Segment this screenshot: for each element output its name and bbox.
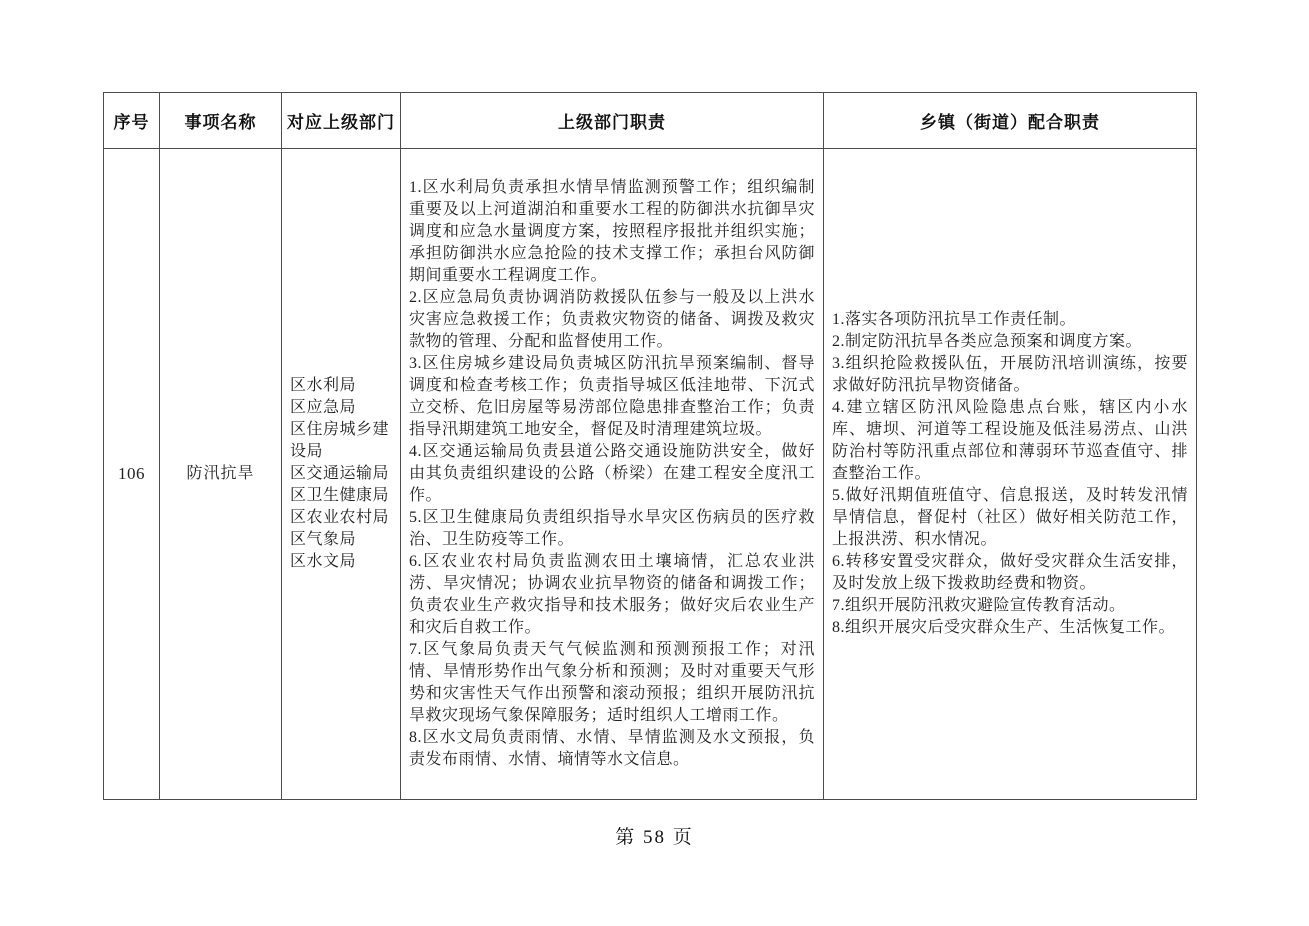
cell-serial [104, 149, 160, 800]
superior-duty-item: 6.区农业农村局负责监测农田土壤墒情，汇总农业洪涝、旱灾情况；协调农业抗旱物资的储备和调拨工作；负责农业生产救灾指导和技术服务；做好灾后农业生产和灾后自救工作。 [409, 553, 815, 636]
superior-duty-item: 4.区交通运输局负责县道公路交通设施防洪安全，做好由其负责组织建设的公路（桥梁）在建工程安全度汛工作。 [409, 443, 815, 504]
superior-duty-list [409, 177, 815, 771]
township-duty-item: 3.组织抢险救援队伍，开展防汛培训演练，按要求做好防汛抗旱物资储备。 [832, 355, 1188, 394]
superior-duty-item: 2.区应急局负责协调消防救援队伍参与一般及以上洪水灾害应急救援工作；负责救灾物资的储备、调拨及救灾款物的管理、分配和监督使用工作。 [409, 289, 815, 350]
cell-township-duties [824, 149, 1197, 800]
superior-duty-item: 1.区水利局负责承担水情旱情监测预警工作；组织编制重要及以上河道湖泊和重要水工程的防御洪水抗御旱灾调度和应急水量调度方案，按照程序报批并组织实施；承担防御洪水应急抢险的技术支撑工作；承担台风防御期间重要水工程调度工作。 [409, 179, 815, 284]
header-serial: 序号 [104, 93, 160, 149]
township-duty-item: 6.转移安置受灾群众，做好受灾群众生活安排，及时发放上级下拨救助经费和物资。 [832, 553, 1188, 592]
header-superior-duties: 上级部门职责 [401, 93, 824, 149]
table-row [104, 149, 1197, 800]
serial-number: 106 [118, 463, 145, 483]
township-duty-item: 2.制定防汛抗旱各类应急预案和调度方案。 [832, 333, 1143, 350]
department-item: 区交通运输局 [290, 465, 390, 482]
header-township-duties: 乡镇（街道）配合职责 [824, 93, 1197, 149]
township-duty-item: 1.落实各项防汛抗旱工作责任制。 [832, 311, 1077, 328]
superior-duty-item: 7.区气象局负责天气气候监测和预测预报工作；对汛情、旱情形势作出气象分析和预测；及时对重要天气形势和灾害性天气作出预警和滚动预报；组织开展防汛抗旱救灾现场气象保障服务；适时组织人工增雨工作。 [409, 641, 815, 724]
department-item: 区气象局 [290, 531, 357, 548]
cell-item-name [160, 149, 282, 800]
department-item: 区住房城乡建设局 [290, 421, 390, 460]
page-number: 第 58 页 [615, 827, 694, 848]
item-name: 防汛抗旱 [186, 465, 255, 482]
department-item: 区水利局 [290, 377, 357, 394]
township-duty-item: 8.组织开展灾后受灾群众生产、生活恢复工作。 [832, 619, 1176, 636]
header-departments: 对应上级部门 [282, 93, 401, 149]
cell-superior-duties [401, 149, 824, 800]
department-item: 区应急局 [290, 399, 357, 416]
table-header-row [104, 93, 1197, 149]
township-duty-item: 5.做好汛期值班值守、信息报送，及时转发汛情旱情信息，督促村（社区）做好相关防范工作，上报洪涝、积水情况。 [832, 487, 1188, 548]
superior-duty-item: 3.区住房城乡建设局负责城区防汛抗旱预案编制、督导调度和检查考核工作；负责指导城区低洼地带、下沉式立交桥、危旧房屋等易涝部位隐患排查整治工作；负责指导汛期建筑工地安全，督促及时清理建筑垃圾。 [409, 355, 815, 438]
cell-departments [282, 149, 401, 800]
department-item: 区卫生健康局 [290, 487, 390, 504]
department-item: 区农业农村局 [290, 509, 390, 526]
responsibility-table [103, 92, 1197, 800]
township-duty-item: 4.建立辖区防汛风险隐患点台账，辖区内小水库、塘坝、河道等工程设施及低洼易涝点、山洪防治村等防汛重点部位和薄弱环节巡查值守、排查整治工作。 [832, 399, 1188, 482]
header-item-name: 事项名称 [160, 93, 282, 149]
township-duty-list [832, 309, 1188, 639]
superior-duty-item: 8.区水文局负责雨情、水情、旱情监测及水文预报，负责发布雨情、水情、墒情等水文信息。 [409, 729, 815, 768]
superior-duty-item: 5.区卫生健康局负责组织指导水旱灾区伤病员的医疗救治、卫生防疫等工作。 [409, 509, 815, 548]
department-list [290, 375, 392, 573]
department-item: 区水文局 [290, 553, 357, 570]
township-duty-item: 7.组织开展防汛救灾避险宣传教育活动。 [832, 597, 1126, 614]
